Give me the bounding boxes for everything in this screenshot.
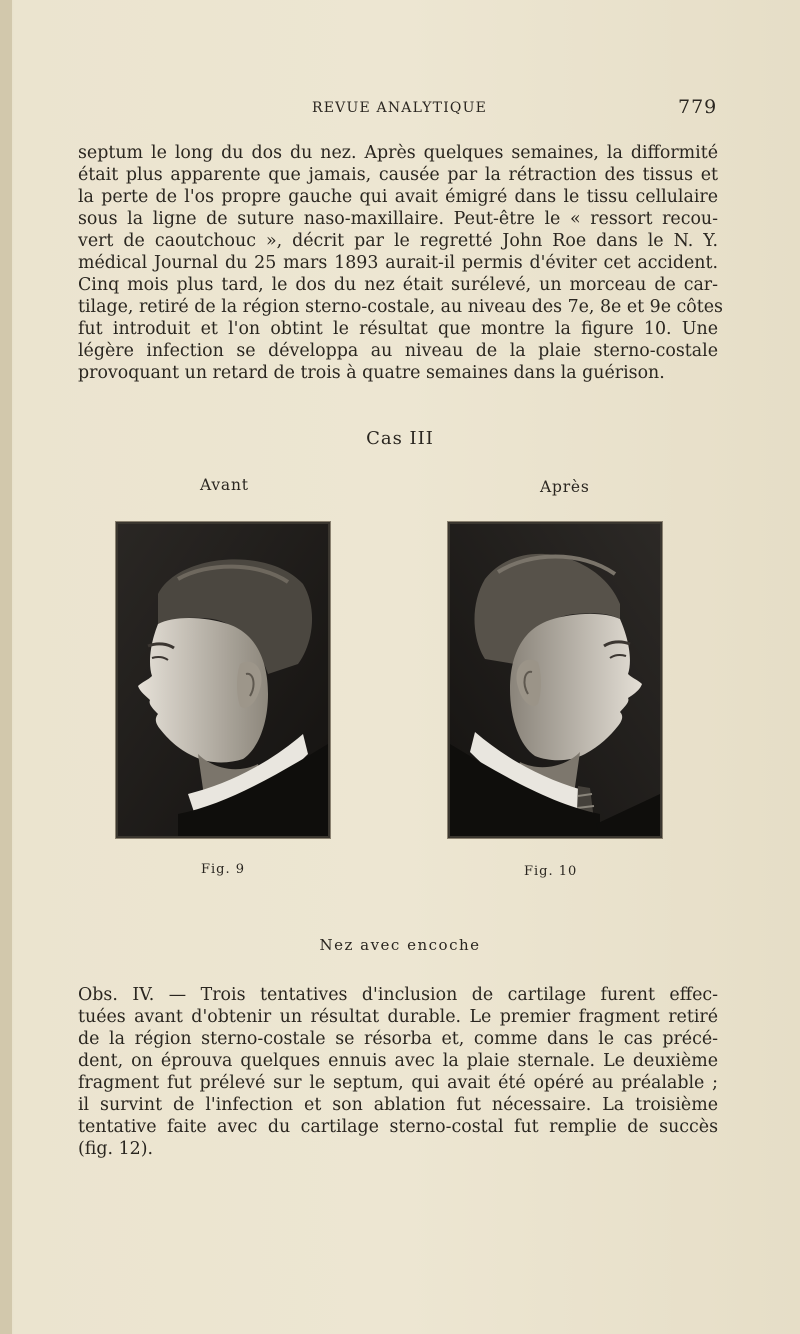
text-line: médical Journal du 25 mars 1893 aurait-il permis d'éviter cet accident. xyxy=(78,253,718,273)
running-header xyxy=(0,96,800,120)
text-line: dent, on éprouva quelques ennuis avec la plaie sternale. Le deuxième xyxy=(78,1051,718,1071)
text-line: de la région sterno-costale se résorba et, comme dans le cas précé- xyxy=(78,1029,718,1049)
paragraph-case-ii-continued xyxy=(78,142,723,384)
text-line: vert de caoutchouc », décrit par le regretté John Roe dans le N. Y. xyxy=(78,231,718,251)
case-heading: Cas III xyxy=(366,428,434,449)
photo-before-profile xyxy=(116,522,330,838)
running-title: REVUE ANALYTIQUE xyxy=(312,100,488,116)
text-line: la perte de l'os propre gauche qui avait émigré dans le tissu cellulaire xyxy=(78,187,718,207)
after-label: Après xyxy=(540,478,590,496)
text-line: sous la ligne de suture naso-maxillaire. Peut-être le « ressort recou- xyxy=(78,209,718,229)
text-line: il survint de l'infection et son ablation fut nécessaire. La troisième xyxy=(78,1095,718,1115)
before-label: Avant xyxy=(200,476,249,494)
text-line: tilage, retiré de la région sterno-costale, au niveau des 7e, 8e et 9e côtes xyxy=(78,297,723,317)
text-line: tuées avant d'obtenir un résultat durable. Le premier fragment retiré xyxy=(78,1007,718,1027)
text-line: (fig. 12). xyxy=(78,1139,154,1159)
page-gutter xyxy=(0,0,12,1334)
figure-10-caption: Fig. 10 xyxy=(524,864,578,879)
text-line: fut introduit et l'on obtint le résultat que montre la figure 10. Une xyxy=(78,319,718,339)
portrait-after-image xyxy=(450,524,660,836)
text-line: septum le long du dos du nez. Après quelques semaines, la difformité xyxy=(78,143,718,163)
text-line: fragment fut prélevé sur le septum, qui avait été opéré au préalable ; xyxy=(78,1073,718,1093)
figure-9-caption: Fig. 9 xyxy=(201,862,246,877)
text-line: Obs. IV. — Trois tentatives d'inclusion de cartilage furent effec- xyxy=(78,985,718,1005)
text-line: légère infection se développa au niveau de la plaie sterno-costale xyxy=(78,341,718,361)
photo-after-profile xyxy=(448,522,662,838)
text-line: provoquant un retard de trois à quatre semaines dans la guérison. xyxy=(78,363,665,383)
portrait-before-image xyxy=(118,524,328,836)
paragraph-obs-iv xyxy=(78,984,718,1160)
page-number: 779 xyxy=(678,96,718,118)
text-line: était plus apparente que jamais, causée par la rétraction des tissus et xyxy=(78,165,718,185)
text-line: Cinq mois plus tard, le dos du nez était surélevé, un morceau de car- xyxy=(78,275,718,295)
section-heading: Nez avec encoche xyxy=(319,936,481,954)
text-line: tentative faite avec du cartilage sterno-costal fut remplie de succès xyxy=(78,1117,718,1137)
